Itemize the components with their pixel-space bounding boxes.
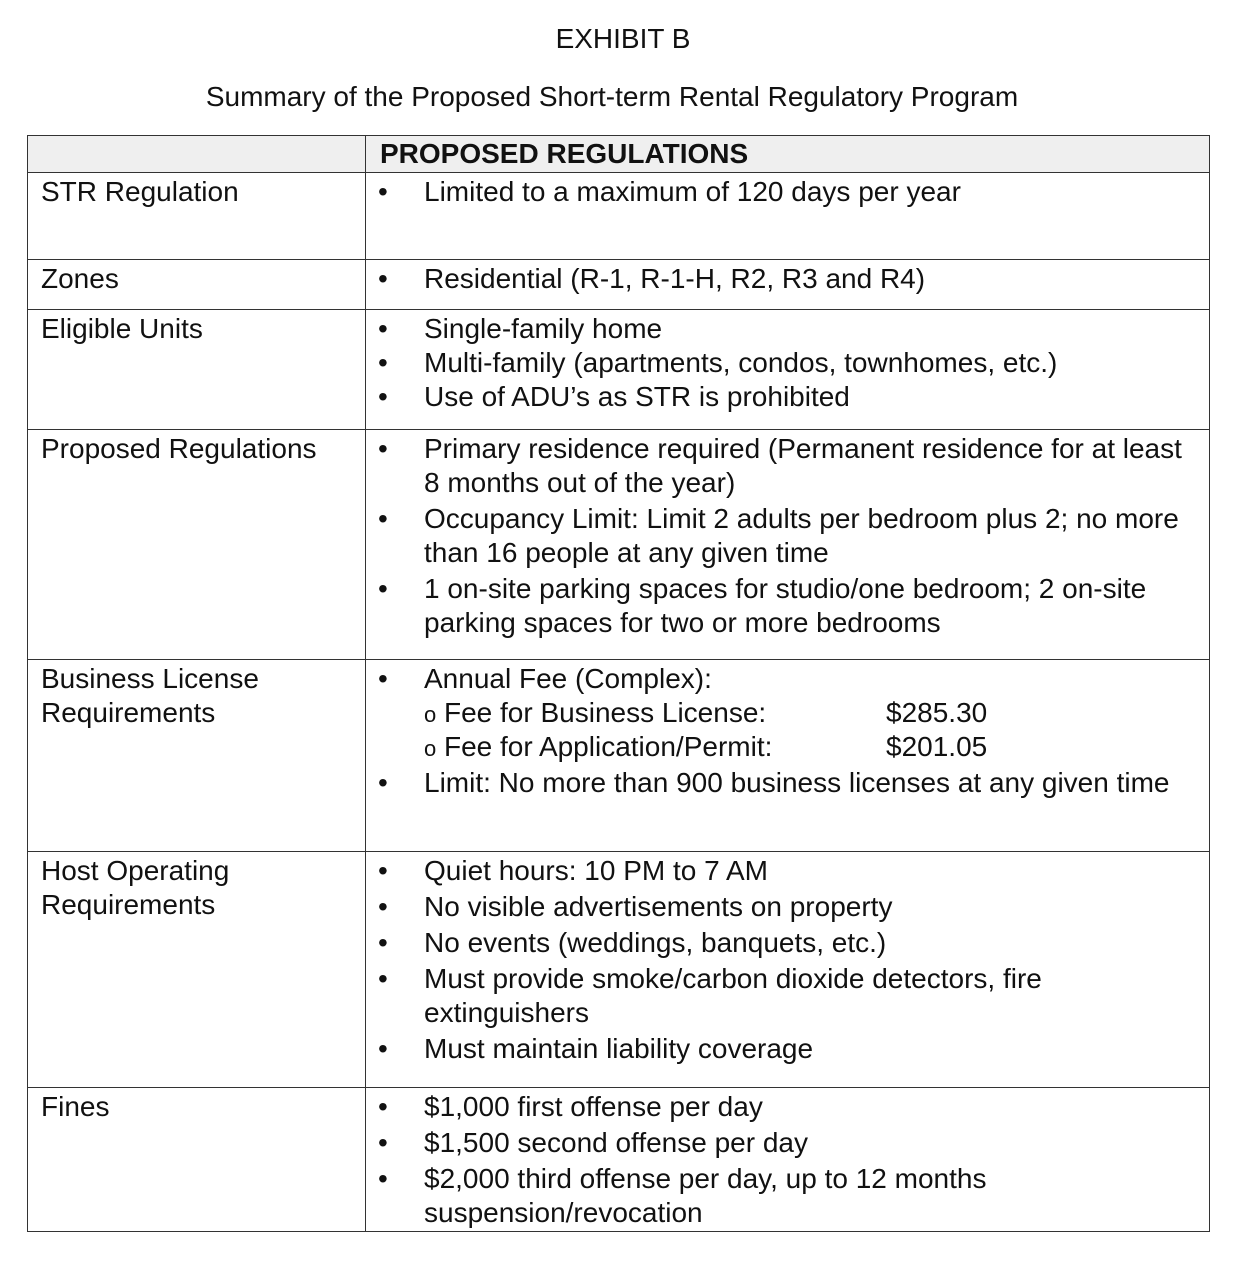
row-label-line: Requirements	[41, 889, 216, 920]
fee-label: Fee for Business License:	[444, 697, 767, 728]
regulations-table	[27, 135, 1210, 1232]
document-subtitle: Summary of the Proposed Short-term Rental Regulatory Program	[205, 81, 1019, 112]
row-label: STR Regulation	[41, 176, 239, 207]
proposed-regulations-heading: PROPOSED REGULATIONS	[380, 138, 749, 169]
list-item: • Must maintain liability coverage	[366, 1032, 1201, 1066]
fee-sublist	[424, 696, 1201, 764]
row-label-line: Business License	[41, 663, 259, 694]
list-item	[366, 662, 1201, 764]
list-item: • Limited to a maximum of 120 days per year	[366, 175, 1201, 209]
list-item: • Residential (R-1, R-1-H, R2, R3 and R4)	[366, 262, 1201, 296]
fee-item	[424, 696, 1201, 730]
list-item: • Primary residence required (Permanent residence for at least 8 months out of the year)	[366, 432, 1201, 500]
list-item: • No visible advertisements on property	[366, 890, 1201, 924]
list-item: • $2,000 third offense per day, up to 12 months suspension/revocation	[366, 1162, 1201, 1230]
list-item: • Limit: No more than 900 business licenses at any given time	[366, 766, 1201, 800]
bullet-list	[366, 660, 1209, 800]
annual-fee-label: Annual Fee (Complex):	[424, 663, 712, 694]
row-business-license	[28, 660, 1210, 852]
row-proposed-regulations	[28, 430, 1210, 660]
list-item: • Occupancy Limit: Limit 2 adults per bedroom plus 2; no more than 16 people at any given time	[366, 502, 1201, 570]
list-item: • Must provide smoke/carbon dioxide detectors, fire extinguishers	[366, 962, 1201, 1030]
row-host-operating	[28, 852, 1210, 1088]
row-fines	[28, 1088, 1210, 1232]
list-item: • $1,000 first offense per day	[366, 1090, 1201, 1124]
row-label-line: Host Operating	[41, 855, 230, 886]
bullet-list	[366, 173, 1209, 209]
bullet-list	[366, 1088, 1209, 1230]
bullet-list	[366, 430, 1209, 640]
list-item: • Quiet hours: 10 PM to 7 AM	[366, 854, 1201, 888]
fee-amount: $285.30	[886, 697, 988, 728]
fee-item	[424, 730, 1201, 764]
list-item: • 1 on-site parking spaces for studio/one bedroom; 2 on-site parking spaces for two or more bedrooms	[366, 572, 1201, 640]
header-value-cell	[366, 136, 1210, 173]
row-label-line: Requirements	[41, 697, 216, 728]
bullet-list	[366, 852, 1209, 1066]
row-label	[28, 660, 365, 730]
fee-label: Fee for Application/Permit:	[444, 731, 773, 762]
row-label: Fines	[41, 1091, 110, 1122]
row-label: Eligible Units	[41, 313, 203, 344]
bullet-list	[366, 260, 1209, 296]
list-item: • Multi-family (apartments, condos, townhomes, etc.)	[366, 346, 1201, 380]
row-label: Proposed Regulations	[41, 433, 317, 464]
row-label: Zones	[41, 263, 119, 294]
table-header-row	[28, 136, 1210, 173]
row-label	[28, 852, 365, 922]
list-item: • No events (weddings, banquets, etc.)	[366, 926, 1201, 960]
document-title: EXHIBIT B	[555, 23, 691, 54]
list-item: • Use of ADU’s as STR is prohibited	[366, 380, 1201, 414]
bullet-list	[366, 310, 1209, 414]
list-item: • Single-family home	[366, 312, 1201, 346]
fee-amount: $201.05	[886, 731, 988, 762]
list-item: • $1,500 second offense per day	[366, 1126, 1201, 1160]
row-eligible-units	[28, 310, 1210, 430]
header-label-cell	[28, 136, 366, 173]
row-str-regulation	[28, 173, 1210, 260]
row-zones	[28, 260, 1210, 310]
